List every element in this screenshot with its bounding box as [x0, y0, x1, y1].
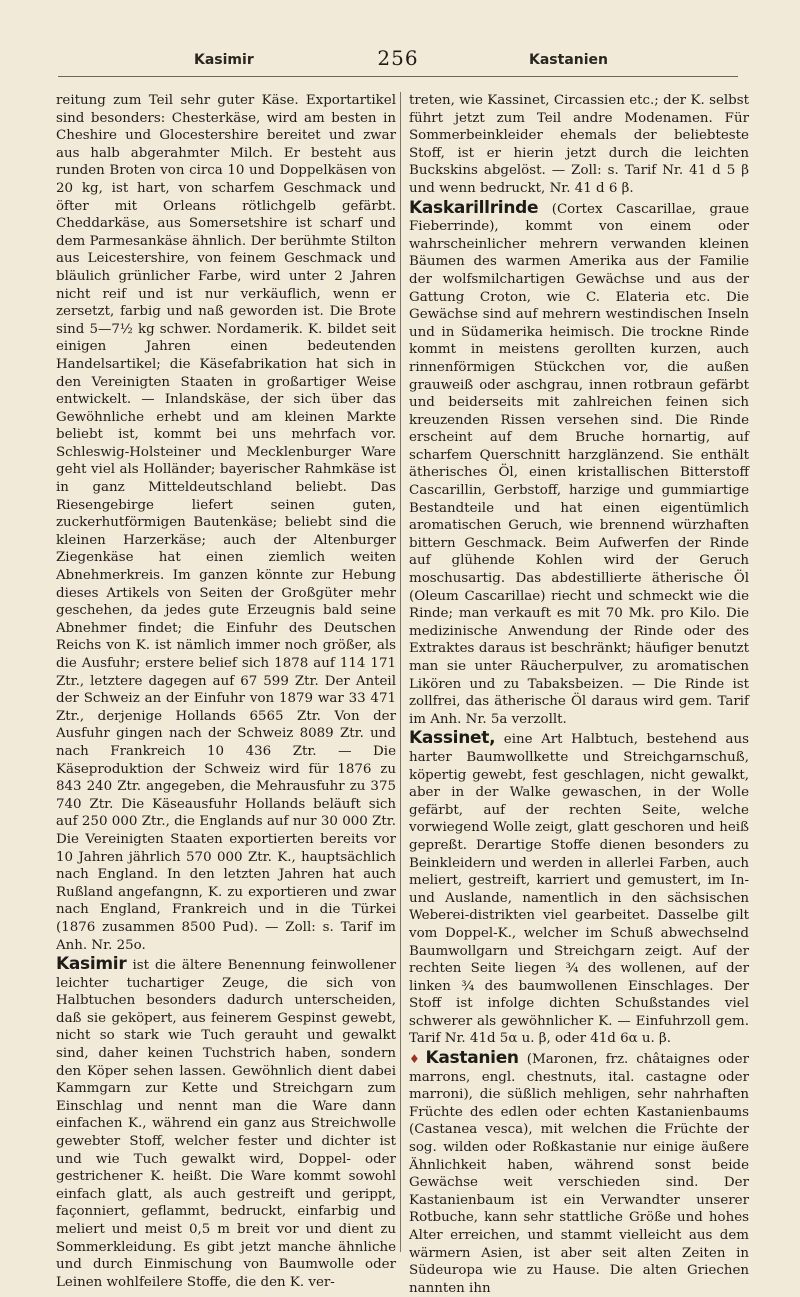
header-left-catchword: Kasimir — [194, 52, 254, 68]
column-divider — [400, 92, 401, 1252]
entry-text: eine Art Halbtuch, bestehend aus harter Baumwollkette und Streichgarnschuß, köpertig gewebt, fest geschlagen, nicht gewalkt, aber in der Walke gewaschen, in der Wolle gefärbt, auf der rechten Seite, welche vorwiegend Wolle zeigt, glatt geschoren und heiß gepreßt. Derartige Stoffe dienen besonders zu Beinkleidern und werden in allerlei Farben, auch meliert, gestreift, karriert und gemustert, im In- und Auslande, namentlich in den sächsischen Weberei-distrikten viel gearbeitet. Dasselbe gilt vom Doppel-K., welcher im Schuß abwechselnd Baumwollgarn und Streichgarn zeigt. Auf der rechten Seite liegen ¾ des wollenen, auf der linken ¾ des baumwollenen Einschlages. Der Stoff ist infolge dichten Schußstandes viel schwerer als gewöhnlicher K. — Einfuhrzoll gem. Tarif Nr. 41d 5α u. β, oder 41d 6α u. β. — [409, 732, 749, 1047]
entry-kastanien — [409, 1050, 749, 1297]
entry-headword: Kaskarillrinde — [409, 197, 539, 218]
entry-kassinet — [409, 730, 749, 1048]
kaese-continuation-paragraph: reitung zum Teil sehr guter Käse. Exportartikel sind besonders: Chesterkäse, wird am besten in Cheshire und Glocestershire bereitet und zwar aus halb abgerahmter Milch. Er besteht aus runden Broten von circa 10 und Doppelkäsen von 20 kg, ist hart, von scharfem Geschmack und öfter mit Orleans rötlichgelb gefärbt. Cheddarkäse, aus Somersetshire ist scharf und dem Parmesankäse ähnlich. Der berühmte Stilton aus Leicestershire, von feinem Geschmack und bläulich grünlicher Farbe, wird unter 2 Jahren nicht reif und ist nur verkäuflich, wenn er zersetzt, farbig und naß geworden ist. Die Brote sind 5—7½ kg schwer. Nordamerik. K. bildet seit einigen Jahren einen bedeutenden Handelsartikel; die Käsefabrikation hat sich in den Vereinigten Staaten in großartiger Weise entwickelt. — Inlandskäse, der sich über das Gewöhnliche erhebt und am kleinen Markte beliebt ist, kommt bei uns mehrfach vor. Schleswig-Holsteiner und Mecklenburger Ware geht viel als Holländer; bayerischer Rahmkäse ist in ganz Mitteldeutschland beliebt. Das Riesengebirge liefert seinen guten, zuckerhutförmigen Bautenkäse; beliebt sind die kleinen Harzerkäse; auch der Altenburger Ziegenkäse hat einen ziemlich weiten Abnehmerkreis. Im ganzen könnte zur Hebung dieses Artikels von Seiten der Großgüter mehr geschehen, da jedes gute Erzeugnis bald seine Abnehmer findet; die Einfuhr des Deutschen Reichs von K. ist nämlich immer noch größer, als die Ausfuhr; erstere belief sich 1878 auf 114 171 Ztr., letztere dagegen auf 67 599 Ztr. Der Anteil der Schweiz an der Einfuhr von 1879 war 33 471 Ztr., derjenige Hollands 6565 Ztr. Von der Ausfuhr gingen nach der Schweiz 8089 Ztr. und nach Frankreich 10 436 Ztr. — Die Käseproduktion der Schweiz wird für 1876 zu 843 240 Ztr. angegeben, die Mehrausfuhr zu 375 740 Ztr. Die Käseausfuhr Hollands beläuft sich auf 250 000 Ztr., die Englands auf nur 30 000 Ztr. Die Vereinigten Staaten exportierten bereits vor 10 Jahren jährlich 570 000 Ztr. K., hauptsächlich nach England. In den letzten Jahren hat auch Rußland angefangnn, K. zu exportieren und zwar nach England, Frankreich und in die Türkei (1876 zusammen 8500 Pud). — Zoll: s. Tarif im Anh. Nr. 25o. — [56, 93, 396, 953]
entry-marker-icon: ♦ — [409, 1052, 424, 1067]
header-right-catchword: Kastanien — [529, 52, 608, 68]
kasimir-continuation-paragraph: treten, wie Kassinet, Circassien etc.; der K. selbst führt jetzt zum Teil andre Modenamen. Für Sommerbeinkleider ehemals der beliebteste Stoff, ist er hierin jetzt durch die leichten Buckskins abgelöst. — Zoll: s. Tarif Nr. 41 d 5 β und wenn bedruckt, Nr. 41 d 6 β. — [409, 93, 749, 196]
entry-text: (Cortex Cascarillae, graue Fieberrinde), kommt von einem oder wahrscheinlicher mehrern verwanden kleinen Bäumen des warmen Amerika aus der Familie der wolfsmilchartigen Gewächse und aus der Gattung Croton, wie C. Elateria etc. Die Gewächse sind auf mehrern westindischen Inseln und in Südamerika heimisch. Die trockne Rinde kommt in meistens gerollten kurzen, auch rinnenförmigen Stückchen vor, die außen grauweiß oder aschgrau, innen rotbraun gefärbt und beiderseits mit zahlreichen feinen sich kreuzenden Rissen versehen sind. Die Rinde erscheint auf dem Bruche hornartig, auf scharfem Querschnitt harzglänzend. Sie enthält ätherisches Öl, einen kristallischen Bitterstoff Cascarillin, Gerbstoff, harzige und gummiartige Bestandteile und hat einen eigentümlich aromatischen Geruch, wie brennend würzhaften bittern Geschmack. Beim Aufwerfen der Rinde auf glühende Kohlen wird der Geruch moschusartig. Das abdestillierte ätherische Öl (Oleum Cascarillae) riecht und schmeckt wie die Rinde; man verkauft es mit 70 Mk. pro Kilo. Die medizinische Anwendung der Rinde oder des Extraktes daraus ist beschränkt; häufiger benutzt man sie unter Räucherpulver, zu aromatischen Likören und zu Tabaksbeizen. — Die Rinde ist zollfrei, das ätherische Öl daraus wird gem. Tarif im Anh. Nr. 5a verzollt. — [409, 201, 749, 727]
left-column — [56, 92, 396, 1291]
entry-text: ist die ältere Benennung feinwollener leichter tuchartiger Zeuge, die sich von Halbtuchen besonders dadurch unterscheiden, daß sie geköpert, aus feinerem Gespinst gewebt, nicht so stark wie Tuch gerauht und gewalkt sind, daher keinen Tuchstrich haben, sondern den Köper sehen lassen. Gewöhnlich dient dabei Kammgarn zur Kette und Streichgarn zum Einschlag und nennt man die Ware dann einfachen K., während ein ganz aus Streichwolle gewebter Stoff, welcher fester und dichter ist und wie Tuch gewalkt wird, Doppel- oder gestrichener K. heißt. Die Ware kommt sowohl einfach glatt, als auch gestreift und gerippt, façonniert, geflammt, bedruckt, einfarbig und meliert und meist 0,5 m breit vor und dient zu Sommerkleidung. Es gibt jetzt manche ähnliche und durch Einmischung von Baumwolle oder Leinen wohlfeilere Stoffe, die den K. ver- — [56, 958, 396, 1290]
running-header — [58, 40, 738, 77]
entry-headword: Kastanien — [425, 1048, 519, 1069]
entry-headword: Kasimir — [56, 954, 127, 975]
entry-headword: Kassinet, — [409, 728, 496, 749]
entry-kaskarillrinde — [409, 197, 749, 729]
page-number: 256 — [377, 46, 419, 70]
right-column — [409, 92, 749, 1297]
entry-kasimir — [56, 956, 396, 1291]
entry-text: (Maronen, frz. châtaignes oder marrons, engl. chestnuts, ital. castagne oder marroni), die süßlich mehligen, sehr nahrhaften Früchte des edlen oder echten Kastanienbaums (Castanea vesca), mit welchen die Früchte der sog. wilden oder Roßkastanie nur einige äußere Ähnlichkeit haben, während sonst beide Gewächse weit verschieden sind. Der Kastanienbaum ist ein Verwandter unserer Rotbuche, kann sehr stattliche Größe und hohes Alter erreichen, und stammt vielleicht aus dem wärmern Asien, ist aber seit alten Zeiten in Südeuropa wie zu Hause. Die alten Griechen nannten ihn — [409, 1052, 749, 1296]
